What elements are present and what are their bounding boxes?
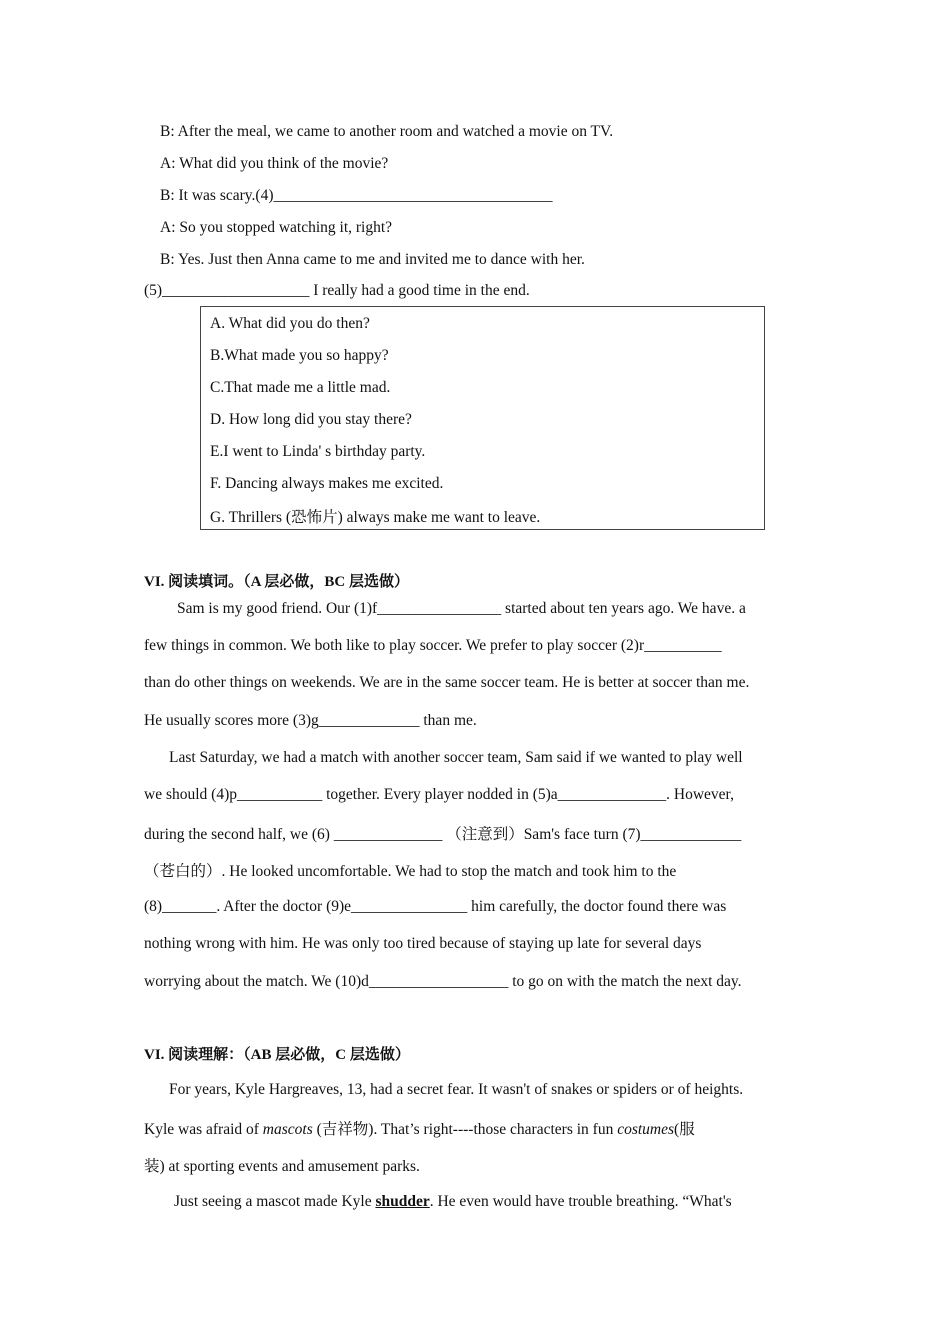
reading-italic-term: mascots — [262, 1121, 313, 1138]
dialogue-line: B: Yes. Just then Anna came to me and invited me to dance with her. — [160, 251, 585, 268]
reading-italic-term: costumes — [617, 1121, 675, 1138]
dialogue-line: (5)___________________ I really had a good time in the end. — [144, 282, 530, 299]
reading-text: (吉祥物). That’s right----those characters in fun — [312, 1121, 618, 1138]
reading-text: Kyle was afraid of — [144, 1121, 263, 1138]
options-box — [200, 306, 765, 530]
reading-line: For years, Kyle Hargreaves, 13, had a secret fear. It wasn't of snakes or spiders or of heights. — [169, 1081, 744, 1098]
reading-text: . He even would have trouble breathing. “What's — [429, 1193, 732, 1210]
cloze-line: worrying about the match. We (10)d__________________ to go on with the match the next day. — [144, 973, 742, 990]
cloze-line: He usually scores more (3)g_____________ than me. — [144, 712, 477, 729]
cloze-line: (8)_______. After the doctor (9)e_______________ him carefully, the doctor found there was — [144, 898, 727, 915]
cloze-line: than do other things on weekends. We are in the same soccer team. He is better at soccer than me. — [144, 674, 750, 691]
cloze-line: we should (4)p___________ together. Every player nodded in (5)a______________. However, — [144, 786, 734, 803]
option-item: C.That made me a little mad. — [210, 379, 391, 396]
section-heading-cloze: VI. 阅读填词。（A 层必做，BC 层选做） — [144, 574, 410, 590]
option-item: D. How long did you stay there? — [210, 411, 412, 428]
reading-underlined-term: shudder — [375, 1193, 430, 1210]
dialogue-line: B: After the meal, we came to another room and watched a movie on TV. — [160, 123, 614, 140]
reading-line: 装) at sporting events and amusement parks. — [144, 1158, 420, 1175]
cloze-line: nothing wrong with him. He was only too tired because of staying up late for several days — [144, 935, 702, 952]
option-item: E.I went to Linda' s birthday party. — [210, 443, 426, 460]
cloze-line: during the second half, we (6) ______________ （注意到）Sam's face turn (7)_____________ — [144, 826, 742, 843]
cloze-line: Last Saturday, we had a match with another soccer team, Sam said if we wanted to play well — [169, 749, 743, 766]
cloze-line: Sam is my good friend. Our (1)f________________ started about ten years ago. We have. a — [177, 600, 746, 617]
reading-line — [144, 1120, 695, 1140]
option-item: G. Thrillers (恐怖片) always make me want to leave. — [210, 509, 541, 526]
reading-text: (服 — [674, 1121, 695, 1138]
reading-text: Just seeing a mascot made Kyle — [174, 1193, 376, 1210]
dialogue-line: B: It was scary.(4)____________________________________ — [160, 187, 553, 204]
option-item: B.What made you so happy? — [210, 347, 389, 364]
option-item: F. Dancing always makes me excited. — [210, 475, 444, 492]
dialogue-line: A: What did you think of the movie? — [160, 155, 389, 172]
dialogue-line: A: So you stopped watching it, right? — [160, 219, 393, 236]
cloze-line: （苍白的）. He looked uncomfortable. We had to stop the match and took him to the — [144, 863, 677, 880]
section-heading-reading: VI. 阅读理解：（AB 层必做，C 层选做） — [144, 1047, 410, 1063]
reading-line — [174, 1192, 732, 1212]
option-item: A. What did you do then? — [210, 315, 370, 332]
cloze-line: few things in common. We both like to play soccer. We prefer to play soccer (2)r__________ — [144, 637, 722, 654]
